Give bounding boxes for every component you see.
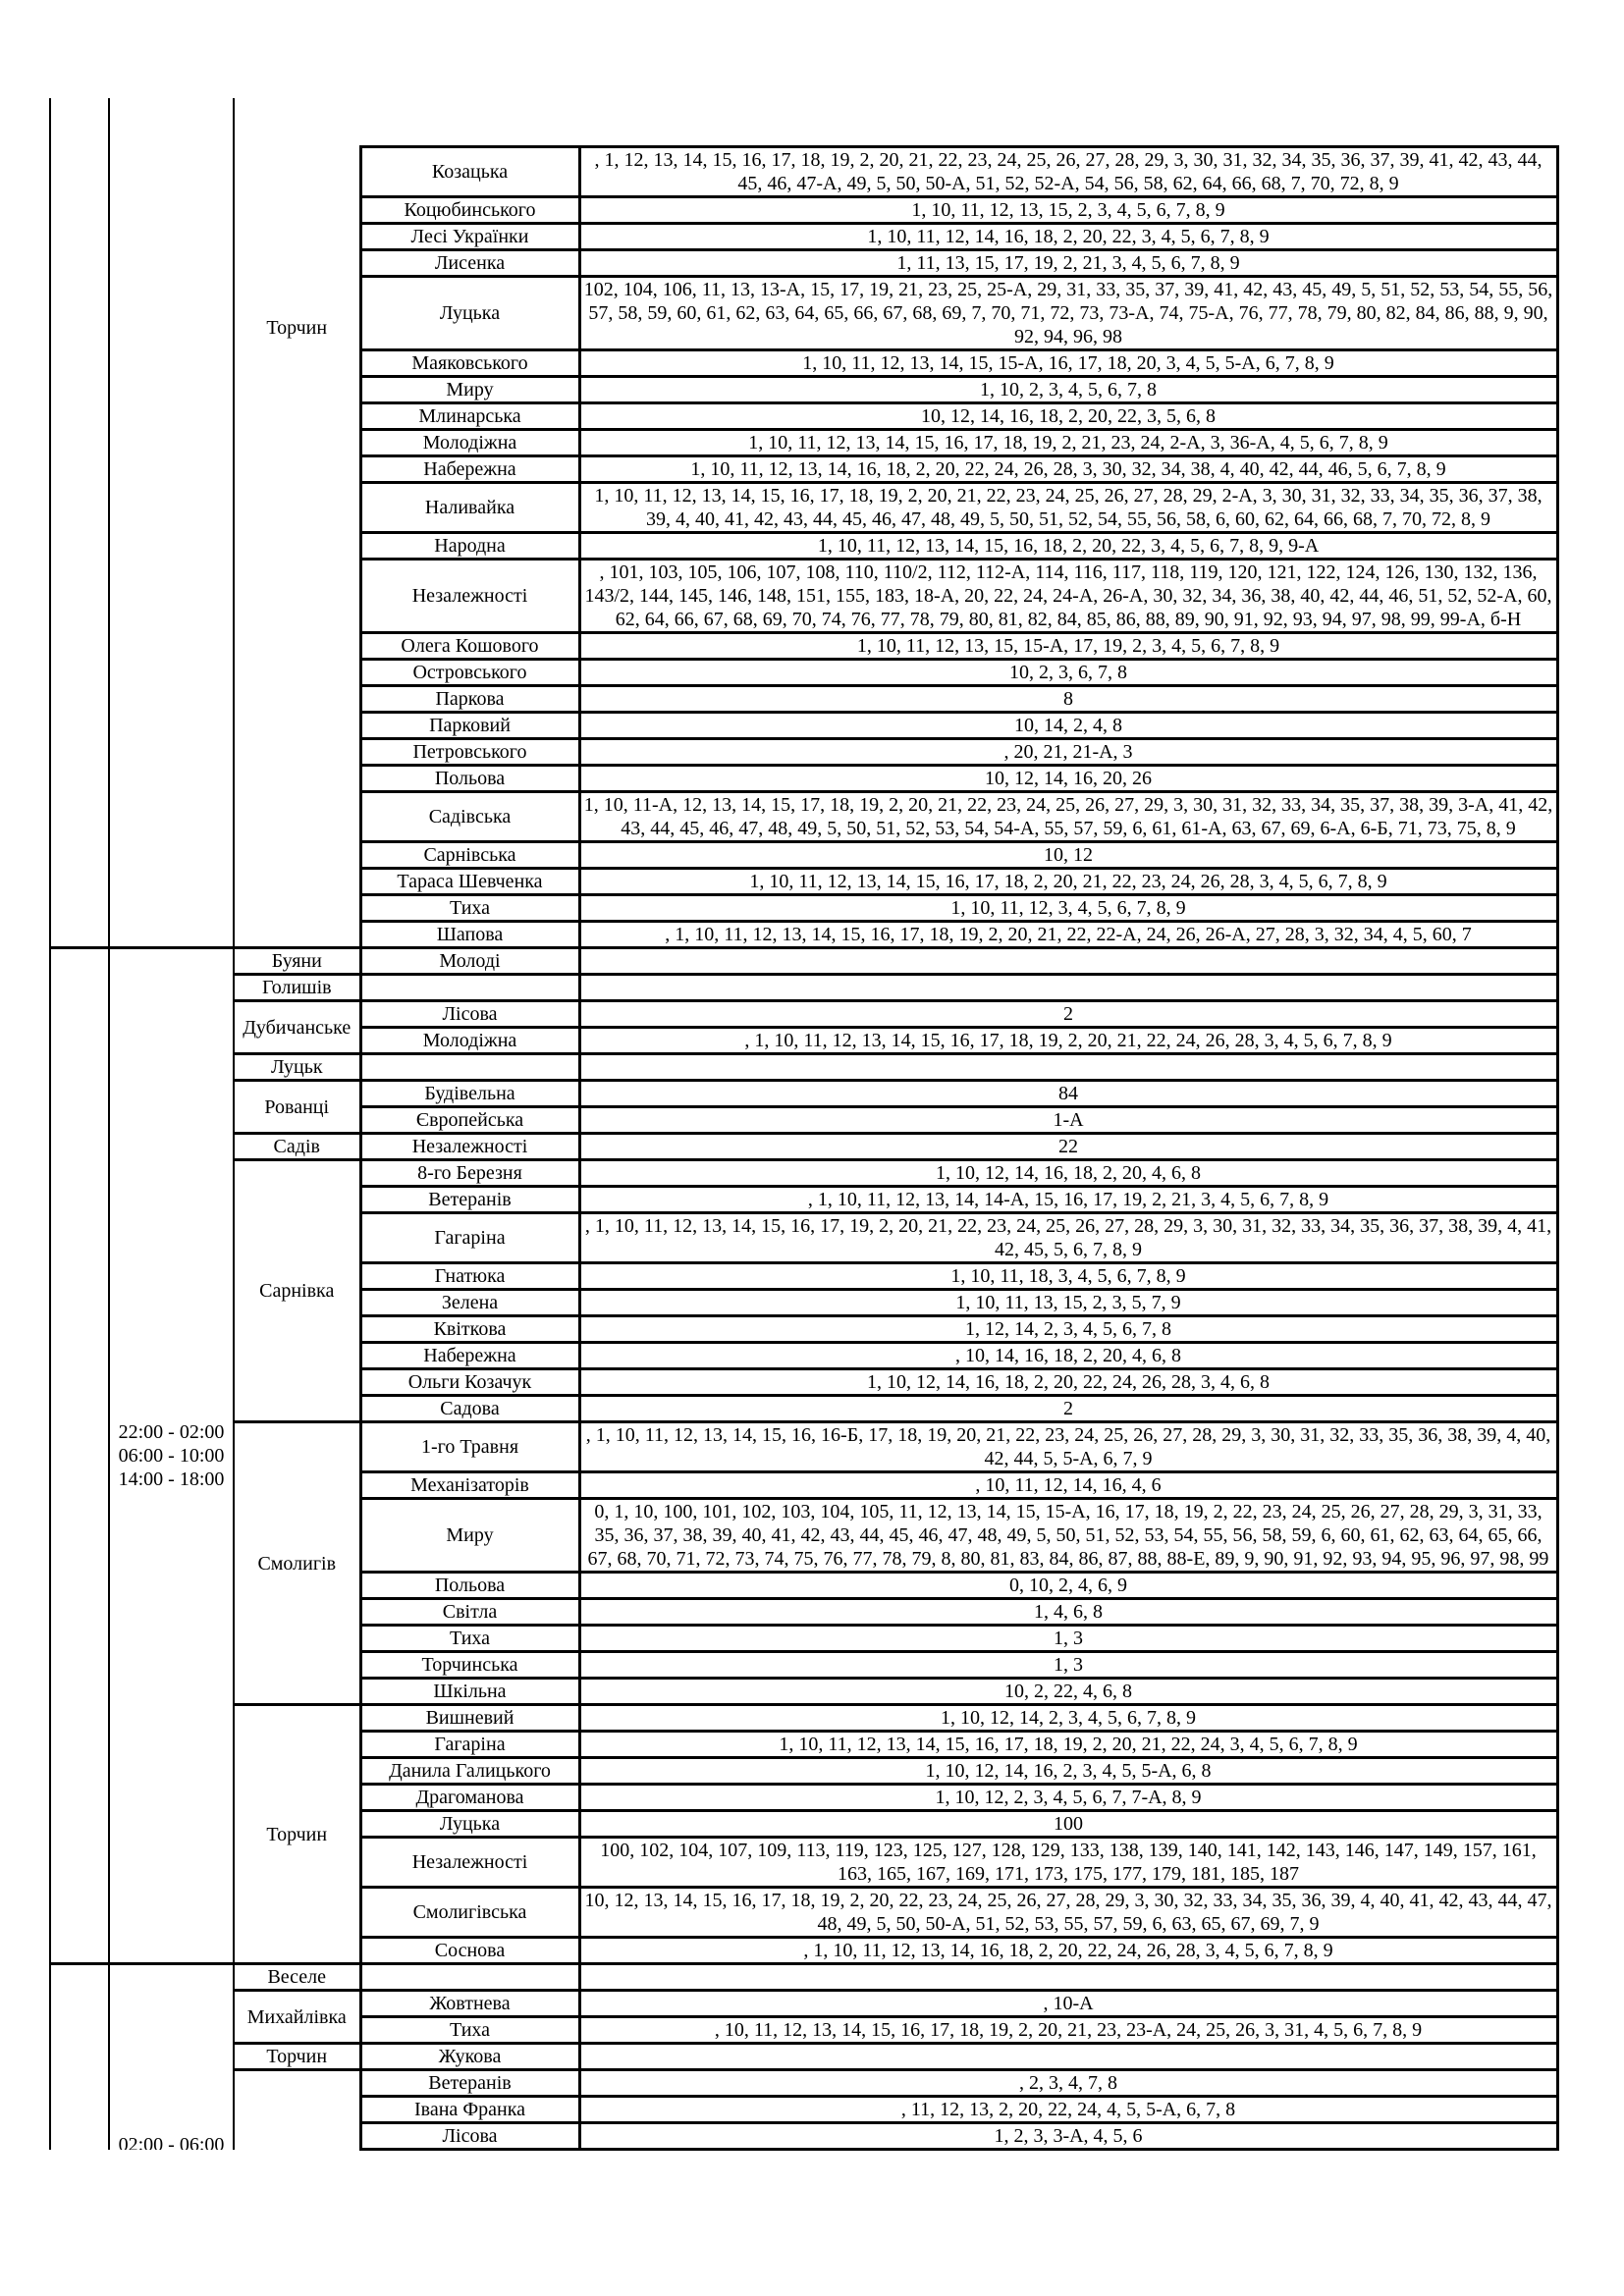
settlement-cell: Торчин (234, 1705, 360, 1964)
street-cell: Паркова (360, 686, 579, 713)
street-cell: Івана Франка (360, 2097, 579, 2123)
street-cell: Зелена (360, 1290, 579, 1316)
page-top-gap (50, 98, 1557, 147)
table-row (50, 2070, 1557, 2097)
street-cell: Молоді (360, 948, 579, 975)
street-cell (360, 975, 579, 1001)
street-cell: Польова (360, 766, 579, 792)
house-numbers-cell: , 101, 103, 105, 106, 107, 108, 110, 110/2, 112, 112-А, 114, 116, 117, 118, 119, 120, 121, 122, 124, 126, 130, 132, 136, 143/2, 144, 145, 146, 148, 151, 155, 183, 18-А, 20, 22, 24, 24-А, 26-А, 30, 32, 34, 36, 38, 40, 42, 44, 46, 51, 52, 52-А, 60, 62, 64, 66, 67, 68, 69, 70, 74, 76, 77, 78, 79, 80, 81, 82, 84, 85, 86, 88, 89, 90, 91, 92, 93, 94, 97, 98, 99, 99-А, б-Н (579, 560, 1557, 633)
street-cell: Лисенка (360, 250, 579, 277)
house-numbers-cell: , 1, 10, 11, 12, 13, 14, 14-А, 15, 16, 17, 19, 2, 21, 3, 4, 5, 6, 7, 8, 9 (579, 1187, 1557, 1213)
house-numbers-cell: , 1, 10, 11, 12, 13, 14, 15, 16, 17, 18, 19, 2, 20, 21, 22, 24, 26, 28, 3, 4, 5, 6, 7, 8, 9 (579, 1028, 1557, 1054)
house-numbers-cell: 100 (579, 1811, 1557, 1838)
house-numbers-cell: 10, 2, 3, 6, 7, 8 (579, 660, 1557, 686)
house-numbers-cell: 10, 12, 14, 16, 18, 2, 20, 22, 3, 5, 6, 8 (579, 403, 1557, 430)
house-numbers-cell: 1, 10, 11, 12, 3, 4, 5, 6, 7, 8, 9 (579, 895, 1557, 922)
street-cell: Луцька (360, 1811, 579, 1838)
house-numbers-cell: 1, 3 (579, 1626, 1557, 1652)
house-numbers-cell: 8 (579, 686, 1557, 713)
settlement-cell: Луцьк (234, 1054, 360, 1081)
house-numbers-cell: 1, 10, 11, 12, 13, 14, 16, 18, 2, 20, 22, 24, 26, 28, 3, 30, 32, 34, 38, 4, 40, 42, 44, 46, 5, 6, 7, 8, 9 (579, 456, 1557, 483)
house-numbers-cell: 102, 104, 106, 11, 13, 13-А, 15, 17, 19, 21, 23, 25, 25-А, 29, 31, 33, 35, 37, 39, 41, 42, 43, 45, 49, 5, 51, 52, 53, 54, 55, 56, 57, 58, 59, 60, 61, 62, 63, 64, 65, 66, 67, 68, 69, 7, 70, 71, 72, 73, 73-А, 74, 75-А, 76, 77, 78, 79, 80, 82, 84, 86, 88, 9, 90, 92, 94, 96, 98 (579, 277, 1557, 350)
house-numbers-cell (579, 975, 1557, 1001)
settlement-cell: Веселе (234, 1964, 360, 1991)
table-row (50, 1134, 1557, 1160)
street-cell: Луцька (360, 277, 579, 350)
house-numbers-cell (579, 1054, 1557, 1081)
house-numbers-cell: , 1, 10, 11, 12, 13, 14, 15, 16, 17, 19, 2, 20, 21, 22, 23, 24, 25, 26, 27, 28, 29, 3, 30, 31, 32, 33, 34, 35, 36, 37, 38, 39, 4, 41, 42, 45, 5, 6, 7, 8, 9 (579, 1213, 1557, 1263)
settlement-cell: Буяни (234, 948, 360, 975)
table-row (50, 948, 1557, 975)
street-cell: Тараса Шевченка (360, 869, 579, 895)
house-numbers-cell: 1, 12, 14, 2, 3, 4, 5, 6, 7, 8 (579, 1316, 1557, 1343)
house-numbers-cell: 1, 10, 11, 12, 13, 15, 2, 3, 4, 5, 6, 7, 8, 9 (579, 197, 1557, 224)
house-numbers-cell: 1, 10, 12, 2, 3, 4, 5, 6, 7, 7-А, 8, 9 (579, 1785, 1557, 1811)
street-cell: Торчинська (360, 1652, 579, 1679)
queue-column-stub (50, 98, 109, 147)
street-cell: Петровського (360, 739, 579, 766)
table-row (50, 2044, 1557, 2070)
house-numbers-cell: 1, 10, 11, 18, 3, 4, 5, 6, 7, 8, 9 (579, 1263, 1557, 1290)
house-numbers-cell: 1, 2, 3, 3-А, 4, 5, 6 (579, 2123, 1557, 2150)
street-cell (360, 1964, 579, 1991)
street-cell: Садова (360, 1396, 579, 1422)
queue-cell (50, 1964, 109, 2150)
street-cell: Тиха (360, 2017, 579, 2044)
street-cell: Олега Кошового (360, 633, 579, 660)
settlement-cell: Рованці (234, 1081, 360, 1134)
table-row (50, 1964, 1557, 1991)
house-numbers-cell: , 1, 12, 13, 14, 15, 16, 17, 18, 19, 2, 20, 21, 22, 23, 24, 25, 26, 27, 28, 29, 3, 30, 31, 32, 34, 35, 36, 37, 39, 41, 42, 43, 44, 45, 46, 47-А, 49, 5, 50, 50-А, 51, 52, 52-А, 54, 56, 58, 62, 64, 66, 68, 7, 70, 72, 8, 9 (579, 147, 1557, 197)
house-numbers-cell: 1, 3 (579, 1652, 1557, 1679)
street-cell: Жукова (360, 2044, 579, 2070)
house-numbers-cell: 1, 4, 6, 8 (579, 1599, 1557, 1626)
house-numbers-cell: 1, 10, 11, 12, 13, 15, 15-А, 17, 19, 2, 3, 4, 5, 6, 7, 8, 9 (579, 633, 1557, 660)
street-cell: Гнатюка (360, 1263, 579, 1290)
settlement-column-stub (234, 98, 360, 147)
house-numbers-cell: 1, 11, 13, 15, 17, 19, 2, 21, 3, 4, 5, 6, 7, 8, 9 (579, 250, 1557, 277)
house-numbers-cell: 10, 2, 22, 4, 6, 8 (579, 1679, 1557, 1705)
street-cell: Ольги Козачук (360, 1369, 579, 1396)
house-numbers-cell: 1, 10, 12, 14, 16, 18, 2, 20, 22, 24, 26, 28, 3, 4, 6, 8 (579, 1369, 1557, 1396)
house-numbers-cell: , 10, 14, 16, 18, 2, 20, 4, 6, 8 (579, 1343, 1557, 1369)
settlement-cell: Дубичанське (234, 1001, 360, 1054)
street-cell: Островського (360, 660, 579, 686)
house-numbers-cell: 1, 10, 2, 3, 4, 5, 6, 7, 8 (579, 377, 1557, 403)
settlement-cell: Голишів (234, 975, 360, 1001)
house-numbers-cell: 22 (579, 1134, 1557, 1160)
house-numbers-cell: 1, 10, 11, 12, 13, 14, 15, 16, 17, 18, 19, 2, 20, 21, 22, 23, 24, 25, 26, 27, 28, 29, 2-А, 3, 30, 31, 32, 33, 34, 35, 36, 37, 38, 39, 4, 40, 41, 42, 43, 44, 45, 46, 47, 48, 49, 5, 50, 51, 52, 54, 55, 56, 58, 6, 60, 62, 64, 66, 68, 7, 70, 72, 8, 9 (579, 483, 1557, 533)
table-row (50, 1054, 1557, 1081)
table-row (50, 1422, 1557, 1472)
house-numbers-cell: 10, 14, 2, 4, 8 (579, 713, 1557, 739)
street-cell: Смолигівська (360, 1888, 579, 1938)
time-slot-line: 14:00 - 18:00 (118, 1468, 225, 1490)
table-row (50, 1991, 1557, 2017)
street-cell: Незалежності (360, 1838, 579, 1888)
house-numbers-cell: 1, 10, 11-А, 12, 13, 14, 15, 17, 18, 19, 2, 20, 21, 22, 23, 24, 25, 26, 27, 29, 3, 30, 31, 32, 33, 34, 35, 37, 38, 39, 3-А, 41, 42, 43, 44, 45, 46, 47, 48, 49, 5, 50, 51, 52, 53, 54, 54-А, 55, 57, 59, 6, 61, 61-А, 63, 67, 69, 6-А, 6-Б, 71, 73, 75, 8, 9 (579, 792, 1557, 842)
house-numbers-cell: , 20, 21, 21-А, 3 (579, 739, 1557, 766)
street-cell: Тиха (360, 895, 579, 922)
street-cell: Коцюбинського (360, 197, 579, 224)
street-cell: Набережна (360, 456, 579, 483)
queue-cell (50, 948, 109, 1964)
queue-cell (50, 147, 109, 948)
house-numbers-cell (579, 1964, 1557, 1991)
street-cell: Лісова (360, 1001, 579, 1028)
street-cell: Будівельна (360, 1081, 579, 1107)
time-slot-line: 02:00 - 06:00 (118, 2133, 225, 2150)
time-slot-cell (109, 948, 234, 1964)
house-numbers-cell: , 11, 12, 13, 2, 20, 22, 24, 4, 5, 5-А, 6, 7, 8 (579, 2097, 1557, 2123)
house-numbers-cell: , 10, 11, 12, 13, 14, 15, 16, 17, 18, 19, 2, 20, 21, 23, 23-А, 24, 25, 26, 3, 31, 4, 5, 6, 7, 8, 9 (579, 2017, 1557, 2044)
street-column-stub (360, 98, 579, 147)
house-numbers-cell: 1, 10, 11, 12, 13, 14, 15, 16, 17, 18, 19, 2, 21, 23, 24, 2-А, 3, 36-А, 4, 5, 6, 7, 8, 9 (579, 430, 1557, 456)
house-numbers-cell: , 10, 11, 12, 14, 16, 4, 6 (579, 1472, 1557, 1499)
street-cell: Млинарська (360, 403, 579, 430)
street-cell: Незалежності (360, 560, 579, 633)
time-slot-cell (109, 147, 234, 948)
house-numbers-cell: 84 (579, 1081, 1557, 1107)
street-cell: Вишневий (360, 1705, 579, 1732)
street-cell: Драгоманова (360, 1785, 579, 1811)
street-cell: Шкільна (360, 1679, 579, 1705)
table-row (50, 975, 1557, 1001)
street-cell: Незалежності (360, 1134, 579, 1160)
street-cell: Гагаріна (360, 1213, 579, 1263)
table-row (50, 1001, 1557, 1028)
street-cell: Квіткова (360, 1316, 579, 1343)
street-cell: Ветеранів (360, 1187, 579, 1213)
time-slot-line: 06:00 - 10:00 (118, 1445, 225, 1467)
house-numbers-cell: 2 (579, 1001, 1557, 1028)
street-cell: Набережна (360, 1343, 579, 1369)
street-cell: Сарнівська (360, 842, 579, 869)
street-cell: Ветеранів (360, 2070, 579, 2097)
table-row (50, 1081, 1557, 1107)
street-cell: Механізаторів (360, 1472, 579, 1499)
street-cell: Маяковського (360, 350, 579, 377)
house-numbers-cell: 1, 10, 11, 13, 15, 2, 3, 5, 7, 9 (579, 1290, 1557, 1316)
settlement-cell: Сарнівка (234, 1160, 360, 1422)
house-numbers-cell: , 1, 10, 11, 12, 13, 14, 15, 16, 17, 18, 19, 2, 20, 21, 22, 22-А, 24, 26, 26-А, 27, 28, 3, 32, 34, 4, 5, 60, 7 (579, 922, 1557, 948)
settlement-cell: Смолигів (234, 1422, 360, 1705)
house-numbers-cell: 1, 10, 12, 14, 16, 2, 3, 4, 5, 5-А, 6, 8 (579, 1758, 1557, 1785)
street-cell: Народна (360, 533, 579, 560)
house-numbers-cell: 1-А (579, 1107, 1557, 1134)
street-cell: Наливайка (360, 483, 579, 533)
house-numbers-cell: 1, 10, 11, 12, 13, 14, 15, 16, 18, 2, 20, 22, 3, 4, 5, 6, 7, 8, 9, 9-А (579, 533, 1557, 560)
house-numbers-cell: 1, 10, 11, 12, 13, 14, 15, 16, 17, 18, 19, 2, 20, 21, 22, 24, 3, 4, 5, 6, 7, 8, 9 (579, 1732, 1557, 1758)
street-cell: Парковий (360, 713, 579, 739)
street-cell: Польова (360, 1573, 579, 1599)
settlement-cell: Торчин (234, 147, 360, 948)
house-numbers-cell: 10, 12 (579, 842, 1557, 869)
settlement-cell (234, 2070, 360, 2150)
house-numbers-cell: 10, 12, 14, 16, 20, 26 (579, 766, 1557, 792)
street-cell: Миру (360, 377, 579, 403)
street-cell (360, 1054, 579, 1081)
house-numbers-cell: 1, 10, 11, 12, 13, 14, 15, 15-А, 16, 17, 18, 20, 3, 4, 5, 5-А, 6, 7, 8, 9 (579, 350, 1557, 377)
house-numbers-cell: , 10-А (579, 1991, 1557, 2017)
house-numbers-cell (579, 948, 1557, 975)
house-numbers-cell: , 1, 10, 11, 12, 13, 14, 15, 16, 16-Б, 17, 18, 19, 20, 21, 22, 23, 24, 25, 26, 27, 28, 29, 3, 30, 31, 32, 33, 35, 36, 38, 39, 4, 40, 42, 44, 5, 5-А, 6, 7, 9 (579, 1422, 1557, 1472)
house-numbers-cell: 2 (579, 1396, 1557, 1422)
settlement-cell: Михайлівка (234, 1991, 360, 2044)
time-slot-cell (109, 1964, 234, 2150)
street-cell: Жовтнева (360, 1991, 579, 2017)
settlement-cell: Торчин (234, 2044, 360, 2070)
house-numbers-cell: 1, 10, 12, 14, 2, 3, 4, 5, 6, 7, 8, 9 (579, 1705, 1557, 1732)
house-numbers-cell: 0, 10, 2, 4, 6, 9 (579, 1573, 1557, 1599)
house-numbers-cell: , 1, 10, 11, 12, 13, 14, 16, 18, 2, 20, 22, 24, 26, 28, 3, 4, 5, 6, 7, 8, 9 (579, 1938, 1557, 1964)
street-cell: Молодіжна (360, 430, 579, 456)
house-numbers-cell: , 2, 3, 4, 7, 8 (579, 2070, 1557, 2097)
numbers-column-stub (579, 98, 1557, 147)
street-cell: Миру (360, 1499, 579, 1573)
table-row (50, 147, 1557, 197)
house-numbers-cell: 1, 10, 11, 12, 14, 16, 18, 2, 20, 22, 3, 4, 5, 6, 7, 8, 9 (579, 224, 1557, 250)
street-cell: Світла (360, 1599, 579, 1626)
street-cell: Тиха (360, 1626, 579, 1652)
street-cell: Садівська (360, 792, 579, 842)
house-numbers-cell: 0, 1, 10, 100, 101, 102, 103, 104, 105, 11, 12, 13, 14, 15, 15-А, 16, 17, 18, 19, 2, 22, 23, 24, 25, 26, 27, 28, 29, 3, 31, 33, 35, 36, 37, 38, 39, 40, 41, 42, 43, 44, 45, 46, 47, 48, 49, 5, 50, 51, 52, 53, 54, 55, 56, 58, 59, 6, 60, 61, 62, 63, 64, 65, 66, 67, 68, 70, 71, 72, 73, 74, 75, 76, 77, 78, 79, 8, 80, 81, 83, 84, 86, 87, 88, 88-Е, 89, 9, 90, 91, 92, 93, 94, 95, 96, 97, 98, 99 (579, 1499, 1557, 1573)
street-cell: Гагаріна (360, 1732, 579, 1758)
house-numbers-cell: 1, 10, 12, 14, 16, 18, 2, 20, 4, 6, 8 (579, 1160, 1557, 1187)
house-numbers-cell: 10, 12, 13, 14, 15, 16, 17, 18, 19, 2, 20, 22, 23, 24, 25, 26, 27, 28, 29, 3, 30, 32, 33, 34, 35, 36, 39, 4, 40, 41, 42, 43, 44, 47, 48, 49, 5, 50, 50-А, 51, 52, 53, 55, 57, 59, 6, 63, 65, 67, 69, 7, 9 (579, 1888, 1557, 1938)
street-cell: Європейська (360, 1107, 579, 1134)
table-row (50, 1705, 1557, 1732)
street-cell: Молодіжна (360, 1028, 579, 1054)
house-numbers-cell (579, 2044, 1557, 2070)
street-cell: Шапова (360, 922, 579, 948)
street-cell: 8-го Березня (360, 1160, 579, 1187)
time-column-stub (109, 98, 234, 147)
house-numbers-cell: 1, 10, 11, 12, 13, 14, 15, 16, 17, 18, 2, 20, 21, 22, 23, 24, 26, 28, 3, 4, 5, 6, 7, 8, 9 (579, 869, 1557, 895)
street-cell: 1-го Травня (360, 1422, 579, 1472)
street-cell: Соснова (360, 1938, 579, 1964)
outage-schedule-table (49, 98, 1559, 2151)
table-row (50, 1160, 1557, 1187)
street-cell: Козацька (360, 147, 579, 197)
street-cell: Лісова (360, 2123, 579, 2150)
house-numbers-cell: 100, 102, 104, 107, 109, 113, 119, 123, 125, 127, 128, 129, 133, 138, 139, 140, 141, 142, 143, 146, 147, 149, 157, 161, 163, 165, 167, 169, 171, 173, 175, 177, 179, 181, 185, 187 (579, 1838, 1557, 1888)
time-slot-line: 22:00 - 02:00 (118, 1421, 225, 1443)
street-cell: Данила Галицького (360, 1758, 579, 1785)
settlement-cell: Садів (234, 1134, 360, 1160)
street-cell: Лесі Українки (360, 224, 579, 250)
